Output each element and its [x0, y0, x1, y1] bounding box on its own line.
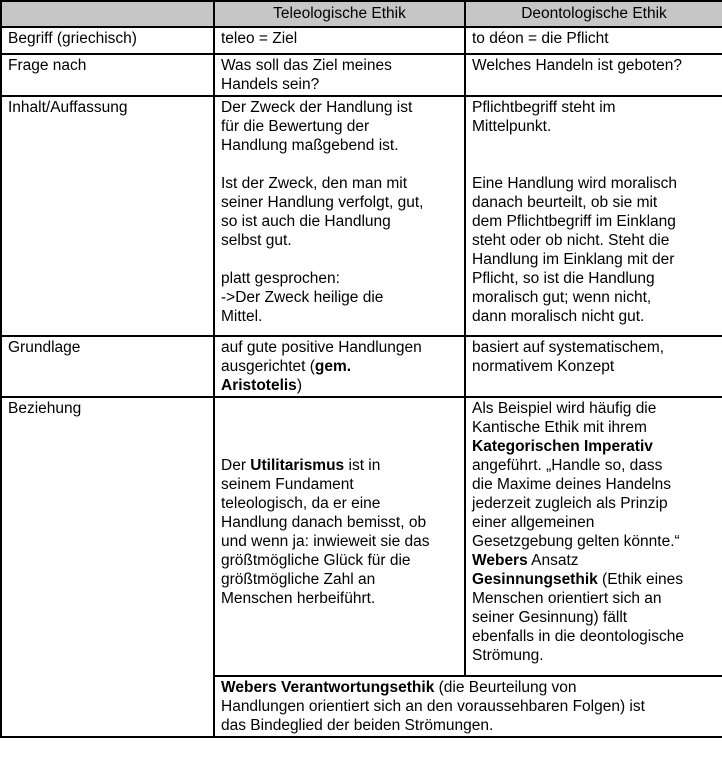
cell-verantwortungsethik-merged [214, 676, 722, 737]
paragraph: platt gesprochen: ->Der Zweck heilige die Mittel. [221, 270, 384, 325]
cell-beziehung-teleologisch [214, 397, 465, 676]
cell-beziehung-deontologisch [465, 397, 722, 676]
paragraph: basiert auf systematischem, normativem Konzept [472, 339, 665, 375]
row-begriff [1, 27, 722, 54]
paragraph [472, 155, 718, 174]
cell-grundlage-teleologisch [214, 336, 465, 397]
paragraph [221, 437, 460, 456]
cell-inhalt-deontologisch [465, 96, 722, 336]
header-row [1, 1, 722, 27]
row-frage-nach [1, 54, 722, 96]
paragraph: Pflichtbegriff steht im Mittelpunkt. [472, 99, 616, 135]
row-inhalt-auffassung [1, 96, 722, 336]
row-grundlage [1, 336, 722, 397]
row-label-begriff: Begriff (griechisch) [1, 27, 214, 54]
paragraph: Was soll das Ziel meines Handels sein? [221, 57, 392, 93]
row-label-grundlage: Grundlage [1, 336, 214, 397]
cell-frage-teleologisch [214, 54, 465, 96]
paragraph [472, 136, 718, 155]
cell-inhalt-teleologisch [214, 96, 465, 336]
paragraph: to déon = die Pflicht [472, 30, 609, 47]
paragraph [221, 399, 460, 418]
header-cell-deontologische-ethik: Deontologische Ethik [465, 1, 722, 27]
cell-begriff-teleologisch [214, 27, 465, 54]
row-label-beziehung: Beziehung [1, 397, 214, 737]
paragraph: auf gute positive Handlungen ausgerichtet (gem. Aristotelis) [221, 339, 422, 394]
cell-begriff-deontologisch [465, 27, 722, 54]
paragraph: Ist der Zweck, den man mit seiner Handlung verfolgt, gut, so ist auch die Handlung selbst gut. [221, 175, 424, 249]
row-label-inhalt-auffassung: Inhalt/Auffassung [1, 96, 214, 336]
paragraph [221, 418, 460, 437]
paragraph: Als Beispiel wird häufig die Kantische Ethik mit ihrem Kategorischen Imperativ angeführt. „Handle so, dass die Maxime deines Handelns jederzeit zugleich als Prinzip einer allgemeinen Gesetzgebung gelten könnte.“ Webers Ansatz Gesinnungsethik (Ethik eines Menschen orientiert sich an seiner Gesinnung) fällt ebenfalls in die deontologische Strömung. [472, 400, 684, 664]
paragraph: Eine Handlung wird moralisch danach beurteilt, ob sie mit dem Pflichtbegriff im Einklang steht oder ob nicht. Steht die Handlung im Einklang mit der Pflicht, so ist die Handlung moralisch gut; wenn nicht, dann moralisch nicht gut. [472, 175, 678, 325]
cell-grundlage-deontologisch [465, 336, 722, 397]
paragraph [221, 155, 460, 174]
paragraph: Der Zweck der Handlung ist für die Bewertung der Handlung maßgebend ist. [221, 99, 413, 154]
paragraph [221, 250, 460, 269]
header-cell-empty [1, 1, 214, 27]
row-beziehung [1, 397, 722, 676]
header-cell-teleologische-ethik: Teleologische Ethik [214, 1, 465, 27]
paragraph: Welches Handeln ist geboten? [472, 57, 682, 74]
paragraph: Der Utilitarismus ist in seinem Fundament teleologisch, da er eine Handlung danach bemisst, ob und wenn ja: inwieweit sie das größtmögliche Glück für die größtmögliche Zahl an Menschen herbeiführt. [221, 457, 430, 607]
cell-frage-deontologisch [465, 54, 722, 96]
paragraph: teleo = Ziel [221, 30, 298, 47]
row-label-frage-nach: Frage nach [1, 54, 214, 96]
paragraph: Webers Verantwortungsethik (die Beurteilung von Handlungen orientiert sich an den voraussehbaren Folgen) ist das Bindeglied der beiden Strömungen. [221, 679, 645, 734]
